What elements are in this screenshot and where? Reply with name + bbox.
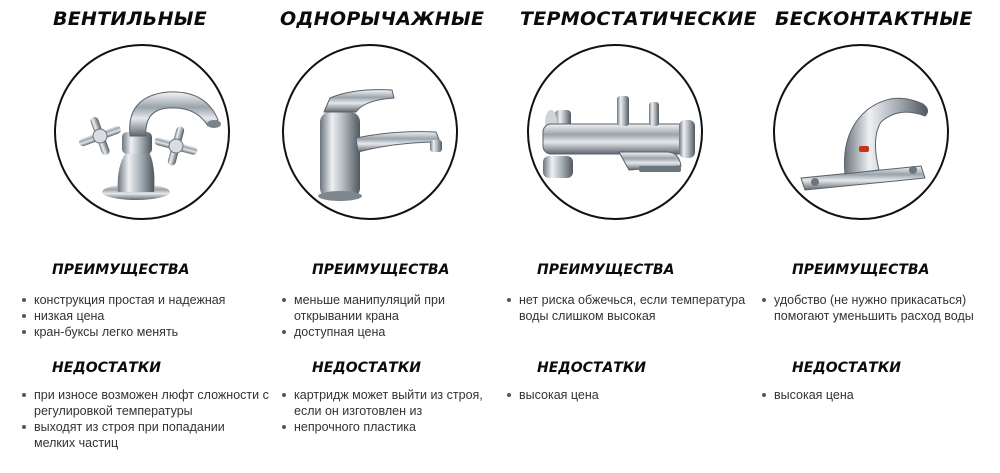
list-item: картридж может выйти из строя, если он изготовлен из (280, 387, 492, 419)
column-thermostatic (505, 0, 755, 473)
pros-heading: ПРЕИМУЩЕСТВА (312, 262, 450, 278)
cons-list (20, 387, 270, 451)
single-lever-faucet-icon (282, 44, 458, 220)
pros-list (20, 292, 265, 340)
two-valve-faucet-icon (54, 44, 230, 220)
pros-list (505, 292, 755, 324)
list-item: высокая цена (505, 387, 745, 403)
pros-list (280, 292, 465, 340)
list-item: меньше манипуляций при открывании крана (280, 292, 465, 324)
column-title: ВЕНТИЛЬНЫЕ (53, 8, 208, 30)
cons-list (760, 387, 990, 403)
column-title: БЕСКОНТАКТНЫЕ (775, 8, 973, 30)
pros-heading: ПРЕИМУЩЕСТВА (52, 262, 190, 278)
list-item: при износе возможен люфт сложности с регулировкой температуры (20, 387, 270, 419)
cons-heading: НЕДОСТАТКИ (52, 360, 162, 376)
pros-list (760, 292, 1000, 324)
list-item: нет риска обжечься, если температура воды слишком высокая (505, 292, 755, 324)
cons-heading: НЕДОСТАТКИ (792, 360, 902, 376)
column-contactless (760, 0, 1000, 473)
cons-list (505, 387, 745, 403)
column-single-lever (280, 0, 510, 473)
pros-heading: ПРЕИМУЩЕСТВА (792, 262, 930, 278)
list-item: конструкция простая и надежная (20, 292, 265, 308)
column-title: ТЕРМОСТАТИЧЕСКИЕ (520, 8, 757, 30)
list-item: доступная цена (280, 324, 465, 340)
sensor-faucet-icon (773, 44, 949, 220)
thermostatic-mixer-icon (527, 44, 703, 220)
pros-heading: ПРЕИМУЩЕСТВА (537, 262, 675, 278)
list-item: удобство (не нужно прикасаться) помогают уменьшить расход воды (760, 292, 1000, 324)
column-title: ОДНОРЫЧАЖНЫЕ (280, 8, 485, 30)
list-item: низкая цена (20, 308, 265, 324)
list-item: высокая цена (760, 387, 990, 403)
cons-heading: НЕДОСТАТКИ (537, 360, 647, 376)
cons-list (280, 387, 492, 435)
cons-heading: НЕДОСТАТКИ (312, 360, 422, 376)
list-item: кран-буксы легко менять (20, 324, 265, 340)
list-item: непрочного пластика (280, 419, 492, 435)
column-valve (20, 0, 270, 473)
list-item: выходят из строя при попадании мелких частиц (20, 419, 249, 451)
